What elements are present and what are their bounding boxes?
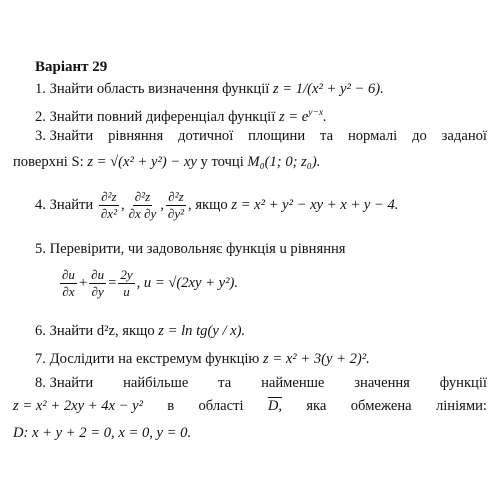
task-8-word: значення xyxy=(354,375,410,391)
task-3-word: дотичної xyxy=(178,128,234,144)
task-1-formula: z = 1/(x² + y² − 6). xyxy=(272,81,384,97)
task-3-surface-label: поверхні S: xyxy=(13,154,84,170)
task-3-at-point: у точці xyxy=(200,154,244,170)
task-4-formula: z = x² + y² − xy + x + y − 4. xyxy=(231,197,399,213)
task-3-word: та xyxy=(320,128,334,144)
task-5-rhs: $\frac{2y}{u}$ xyxy=(120,267,133,299)
task-7 xyxy=(35,350,370,368)
task-8-number-and-word: 8. Знайти xyxy=(35,375,94,391)
task-8-line-3: D: x + y + 2 = 0, x = 0, y = 0. xyxy=(13,425,192,441)
task-8-word: в xyxy=(167,398,175,414)
task-5-plus: + xyxy=(78,275,88,291)
task-8-word: обмежена xyxy=(350,398,412,414)
task-4-number: 4. xyxy=(35,197,46,213)
task-8-line-1 xyxy=(35,374,487,392)
task-5-du-dy: $\frac{\partial u}{\partial y}$ xyxy=(91,267,105,299)
task-3-point: M₀(1; 0; z₀). xyxy=(247,154,321,170)
task-2-text: Знайти повний диференціал функції xyxy=(49,109,276,125)
task-4-if: , якщо xyxy=(188,197,228,213)
task-3-word: до xyxy=(412,128,427,144)
task-7-formula: z = x² + 3(y + 2)². xyxy=(263,351,370,367)
task-5-equals: = xyxy=(108,275,117,291)
task-3-word: площини xyxy=(248,128,306,144)
task-6-text: Знайти d²z, якщо xyxy=(49,323,155,339)
task-5-function: , u = √(2xy + y²). xyxy=(136,275,238,291)
task-6-number: 6. xyxy=(35,323,46,339)
task-5-text: Перевірити, чи задовольняє функція u рівняння xyxy=(49,241,346,257)
task-4-derivative-xx: $\frac{\text{∂²z}}{\text{∂x²}}$ xyxy=(100,189,117,221)
task-8-word: яка xyxy=(306,398,327,414)
task-6-formula: z = ln tg(y / x). xyxy=(158,323,246,339)
task-8-word: та xyxy=(218,375,232,391)
task-4-text: Знайти xyxy=(49,197,94,213)
task-8-word: лініями: xyxy=(435,398,487,414)
task-8-region: D, xyxy=(267,398,283,414)
task-3-line-2 xyxy=(13,153,320,171)
task-3-number-and-word: 3. Знайти xyxy=(35,128,94,144)
task-2-formula: $z = e^{y-x}$. xyxy=(278,108,327,125)
task-4-derivative-xy: $\frac{\text{∂²z}}{\partial x \partial y}$ xyxy=(128,189,157,221)
task-7-number: 7. xyxy=(35,351,46,367)
task-6 xyxy=(35,322,245,340)
task-4: 4. Знайти $\frac{\text{∂²z}}{\text{∂x²}}$ , $\frac{\text{∂²z}}{\partial x \partial y}$ , $\frac{\text{∂²z}}{\text{∂y²}}$ , якщо z = x² + y² − xy + x + y − 4. xyxy=(35,189,399,221)
task-2-number: 2. xyxy=(35,109,46,125)
task-1 xyxy=(35,80,384,98)
task-3-formula: z = √(x² + y²) − xy xyxy=(87,154,197,170)
task-3-word: рівняння xyxy=(108,128,164,144)
task-8-word: області xyxy=(198,398,244,414)
task-3-line-1 xyxy=(35,127,487,145)
variant-title: Варіант 29 xyxy=(35,59,108,75)
task-1-text: Знайти область визначення функції xyxy=(49,81,270,97)
task-2 xyxy=(35,108,327,126)
task-5-du-dx: $\frac{\partial u}{\partial x}$ xyxy=(62,267,75,299)
task-8-function: z = x² + 2xy + 4x − y² xyxy=(13,398,143,414)
task-5 xyxy=(35,240,346,258)
task-5-equation xyxy=(58,268,238,299)
task-3-word: нормалі xyxy=(347,128,398,144)
task-8-word: найменше xyxy=(261,375,325,391)
task-3-word: заданої xyxy=(441,128,487,144)
task-8-word: функції xyxy=(439,375,487,391)
task-5-number: 5. xyxy=(35,241,46,257)
task-8-line-2 xyxy=(13,397,487,415)
task-4-derivative-yy: $\frac{\text{∂²z}}{\text{∂y²}}$ xyxy=(167,189,185,221)
task-8-word: найбільше xyxy=(123,375,189,391)
task-1-number: 1. xyxy=(35,81,46,97)
task-7-text: Дослідити на екстремум функцію xyxy=(49,351,260,367)
